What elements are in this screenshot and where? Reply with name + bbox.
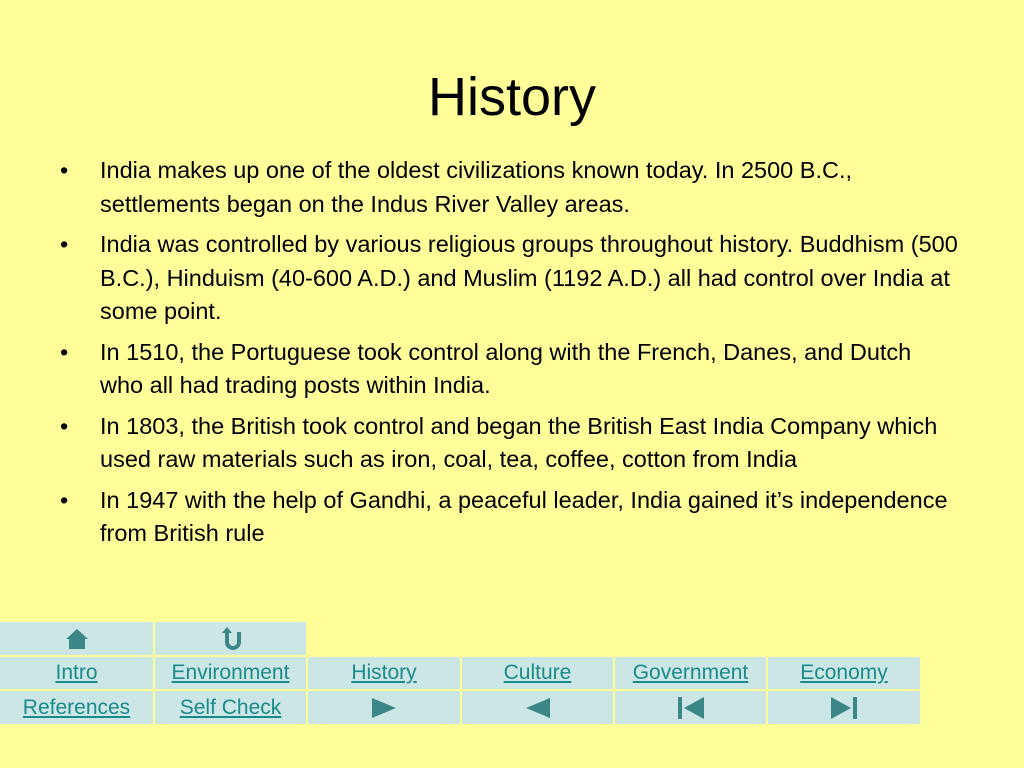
bullet-text: In 1510, the Portuguese took control along with the French, Danes, and Dutch who all had trading posts within India. xyxy=(100,338,912,398)
bullet-dot: • xyxy=(60,412,69,439)
bullet-item xyxy=(58,410,958,477)
bullet-list xyxy=(58,154,958,558)
bullet-item xyxy=(58,154,958,221)
nav-link-references[interactable]: References xyxy=(0,691,155,726)
nav-link-economy[interactable]: Economy xyxy=(768,657,922,691)
bullet-dot: • xyxy=(60,486,69,513)
nav-link-government[interactable]: Government xyxy=(615,657,768,691)
return-icon xyxy=(218,626,244,652)
first-slide-icon xyxy=(676,696,706,720)
bullet-dot: • xyxy=(60,157,69,183)
return-button[interactable] xyxy=(155,622,308,657)
play-back-icon xyxy=(524,697,552,719)
last-slide-button[interactable] xyxy=(768,691,922,726)
bullet-item xyxy=(58,228,958,329)
play-forward-icon xyxy=(370,697,398,719)
home-icon xyxy=(64,627,90,651)
bullet-item xyxy=(58,336,958,403)
bullet-dot: • xyxy=(60,338,69,365)
slide-title: History xyxy=(427,67,596,127)
last-slide-icon xyxy=(829,696,859,720)
next-slide-button[interactable] xyxy=(308,691,462,726)
bullet-text: India was controlled by various religious groups throughout history. Buddhism (500 B.C.), Hinduism (40-600 A.D.) and Muslim (1192 A.D.) all had control over India at some point. xyxy=(100,231,958,324)
nav-link-history[interactable]: History xyxy=(308,657,462,691)
first-slide-button[interactable] xyxy=(615,691,768,726)
bullet-item xyxy=(58,484,958,551)
previous-slide-button[interactable] xyxy=(462,691,615,726)
nav-link-intro[interactable]: Intro xyxy=(0,657,155,691)
bullet-text: In 1947 with the help of Gandhi, a peaceful leader, India gained it’s independence from British rule xyxy=(100,486,948,546)
bullet-text: In 1803, the British took control and began the British East India Company which used raw materials such as iron, coal, tea, coffee, cotton from India xyxy=(100,412,938,472)
home-button[interactable] xyxy=(0,622,155,657)
bullet-text: India makes up one of the oldest civilizations known today. In 2500 B.C., settlements began on the Indus River Valley areas. xyxy=(100,157,852,217)
bullet-dot: • xyxy=(60,231,69,257)
nav-link-self-check[interactable]: Self Check xyxy=(155,691,308,726)
nav-link-culture[interactable]: Culture xyxy=(462,657,615,691)
nav-link-environment[interactable]: Environment xyxy=(155,657,308,691)
